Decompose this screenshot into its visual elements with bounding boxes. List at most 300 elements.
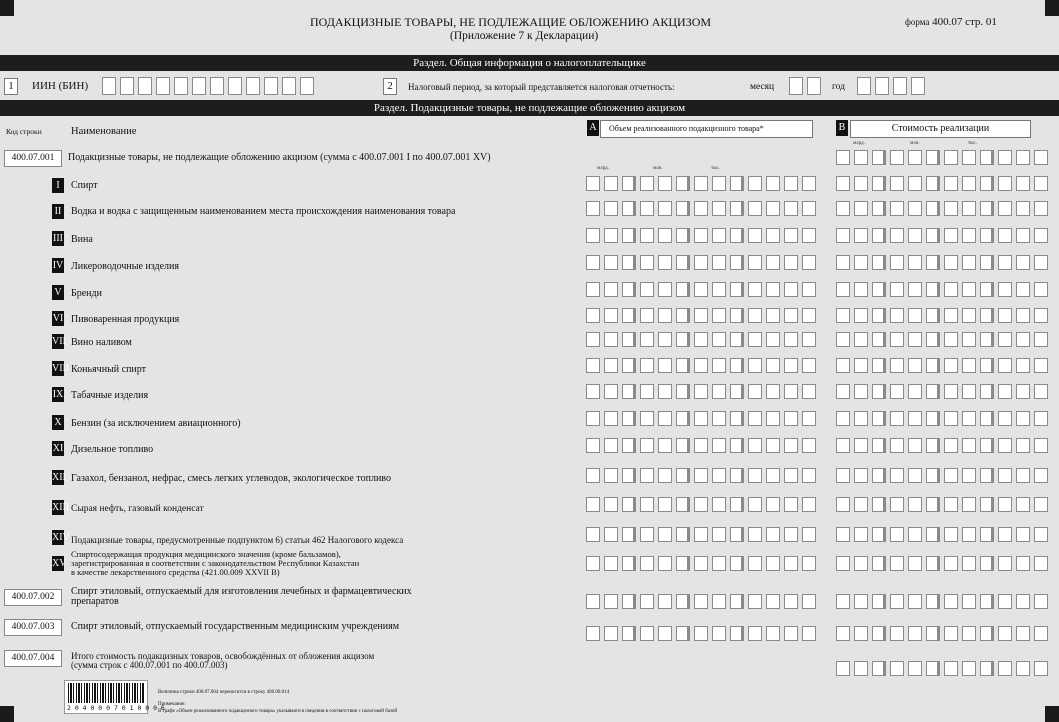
digit-cell[interactable]: [766, 594, 780, 609]
digit-cell[interactable]: [658, 384, 672, 399]
digit-cell[interactable]: [944, 308, 958, 323]
digit-cell[interactable]: [658, 468, 672, 483]
digit-cell[interactable]: [730, 201, 744, 216]
digit-cell[interactable]: [836, 255, 850, 270]
digit-cell[interactable]: [1016, 255, 1030, 270]
digit-cell[interactable]: [836, 626, 850, 641]
digit-cell[interactable]: [926, 308, 940, 323]
column-a-input-row-8[interactable]: [586, 358, 820, 373]
digit-cell[interactable]: [622, 255, 636, 270]
digit-cell[interactable]: [712, 497, 726, 512]
column-a-input-row-5[interactable]: [586, 282, 820, 297]
digit-cell[interactable]: [944, 201, 958, 216]
digit-cell[interactable]: [872, 308, 886, 323]
digit-cell[interactable]: [1016, 228, 1030, 243]
digit-cell[interactable]: [926, 626, 940, 641]
digit-cell[interactable]: [622, 497, 636, 512]
digit-cell[interactable]: [962, 384, 976, 399]
digit-cell[interactable]: [586, 201, 600, 216]
digit-cell[interactable]: [890, 527, 904, 542]
digit-cell[interactable]: [908, 150, 922, 165]
digit-cell[interactable]: [998, 527, 1012, 542]
digit-cell[interactable]: [854, 527, 868, 542]
digit-cell[interactable]: [854, 150, 868, 165]
digit-cell[interactable]: [926, 150, 940, 165]
digit-cell[interactable]: [944, 282, 958, 297]
digit-cell[interactable]: [586, 626, 600, 641]
digit-cell[interactable]: [944, 626, 958, 641]
digit-cell[interactable]: [926, 594, 940, 609]
digit-cell[interactable]: [998, 358, 1012, 373]
digit-cell[interactable]: [658, 438, 672, 453]
digit-cell[interactable]: [962, 411, 976, 426]
digit-cell[interactable]: [640, 497, 654, 512]
digit-cell[interactable]: [872, 661, 886, 676]
digit-cell[interactable]: [1034, 308, 1048, 323]
digit-cell[interactable]: [890, 308, 904, 323]
digit-cell[interactable]: [658, 201, 672, 216]
digit-cell[interactable]: [926, 438, 940, 453]
digit-cell[interactable]: [730, 527, 744, 542]
digit-cell[interactable]: [890, 255, 904, 270]
digit-cell[interactable]: [854, 411, 868, 426]
digit-cell[interactable]: [640, 228, 654, 243]
digit-cell[interactable]: [586, 358, 600, 373]
digit-cell[interactable]: [730, 556, 744, 571]
digit-cell[interactable]: [998, 308, 1012, 323]
digit-cell[interactable]: [1034, 150, 1048, 165]
digit-cell[interactable]: [980, 255, 994, 270]
digit-cell[interactable]: [604, 468, 618, 483]
digit-cell[interactable]: [676, 255, 690, 270]
digit-cell[interactable]: [962, 661, 976, 676]
digit-cell[interactable]: [658, 626, 672, 641]
digit-cell[interactable]: [998, 332, 1012, 347]
digit-cell[interactable]: [604, 358, 618, 373]
digit-cell[interactable]: [926, 176, 940, 191]
digit-cell[interactable]: [622, 556, 636, 571]
digit-cell[interactable]: [908, 594, 922, 609]
digit-cell[interactable]: [926, 556, 940, 571]
digit-cell[interactable]: [712, 556, 726, 571]
digit-cell[interactable]: [694, 594, 708, 609]
digit-cell[interactable]: [890, 468, 904, 483]
column-b-input-row-2[interactable]: [836, 201, 1052, 216]
digit-cell[interactable]: [908, 497, 922, 512]
digit-cell[interactable]: [1034, 201, 1048, 216]
digit-cell[interactable]: [1016, 308, 1030, 323]
digit-cell[interactable]: [980, 497, 994, 512]
digit-cell[interactable]: [854, 661, 868, 676]
digit-cell[interactable]: [998, 411, 1012, 426]
digit-cell[interactable]: [890, 201, 904, 216]
digit-cell[interactable]: [962, 176, 976, 191]
digit-cell[interactable]: [854, 332, 868, 347]
digit-cell[interactable]: [658, 556, 672, 571]
digit-cell[interactable]: [1016, 411, 1030, 426]
column-b-input-row-6[interactable]: [836, 308, 1052, 323]
digit-cell[interactable]: [872, 497, 886, 512]
digit-cell[interactable]: [766, 411, 780, 426]
digit-cell[interactable]: [658, 255, 672, 270]
digit-cell[interactable]: [784, 411, 798, 426]
digit-cell[interactable]: [766, 332, 780, 347]
digit-cell[interactable]: [944, 358, 958, 373]
digit-cell[interactable]: [622, 282, 636, 297]
digit-cell[interactable]: [730, 228, 744, 243]
digit-cell[interactable]: [836, 556, 850, 571]
digit-cell[interactable]: [622, 332, 636, 347]
digit-cell[interactable]: [998, 626, 1012, 641]
digit-cell[interactable]: [890, 228, 904, 243]
digit-cell[interactable]: [640, 527, 654, 542]
column-a-input-row-12[interactable]: [586, 468, 820, 483]
digit-cell[interactable]: [908, 527, 922, 542]
column-b-input-row-5[interactable]: [836, 282, 1052, 297]
digit-cell[interactable]: [908, 308, 922, 323]
digit-cell[interactable]: [926, 497, 940, 512]
digit-cell[interactable]: [784, 556, 798, 571]
digit-cell[interactable]: [766, 438, 780, 453]
digit-cell[interactable]: [854, 308, 868, 323]
digit-cell[interactable]: [748, 626, 762, 641]
digit-cell[interactable]: [730, 255, 744, 270]
digit-cell[interactable]: [908, 176, 922, 191]
digit-cell[interactable]: [980, 201, 994, 216]
digit-cell[interactable]: [784, 438, 798, 453]
digit-cell[interactable]: [854, 468, 868, 483]
column-a-input-row-6[interactable]: [586, 308, 820, 323]
digit-cell[interactable]: [622, 527, 636, 542]
digit-cell[interactable]: [1016, 438, 1030, 453]
digit-cell[interactable]: [1016, 358, 1030, 373]
digit-cell[interactable]: [836, 358, 850, 373]
digit-cell[interactable]: [748, 527, 762, 542]
digit-cell[interactable]: [872, 468, 886, 483]
digit-cell[interactable]: [908, 332, 922, 347]
digit-cell[interactable]: [872, 228, 886, 243]
digit-cell[interactable]: [604, 594, 618, 609]
digit-cell[interactable]: [730, 384, 744, 399]
digit-cell[interactable]: [766, 497, 780, 512]
digit-cell[interactable]: [890, 594, 904, 609]
digit-cell[interactable]: [766, 468, 780, 483]
column-a-input-row-13[interactable]: [586, 497, 820, 512]
digit-cell[interactable]: [694, 255, 708, 270]
digit-cell[interactable]: [766, 527, 780, 542]
digit-cell[interactable]: [622, 438, 636, 453]
column-b-input-row-10[interactable]: [836, 411, 1052, 426]
digit-cell[interactable]: [712, 438, 726, 453]
digit-cell[interactable]: [694, 497, 708, 512]
digit-cell[interactable]: [604, 308, 618, 323]
digit-cell[interactable]: [944, 594, 958, 609]
digit-cell[interactable]: [676, 438, 690, 453]
digit-cell[interactable]: [836, 332, 850, 347]
digit-cell[interactable]: [926, 527, 940, 542]
digit-cell[interactable]: [712, 468, 726, 483]
digit-cell[interactable]: [980, 626, 994, 641]
digit-cell[interactable]: [962, 308, 976, 323]
digit-cell[interactable]: [748, 411, 762, 426]
digit-cell[interactable]: [854, 594, 868, 609]
digit-cell[interactable]: [694, 527, 708, 542]
digit-cell[interactable]: [962, 228, 976, 243]
digit-cell[interactable]: [854, 497, 868, 512]
digit-cell[interactable]: [944, 438, 958, 453]
digit-cell[interactable]: [622, 308, 636, 323]
digit-cell[interactable]: [998, 282, 1012, 297]
digit-cell[interactable]: [1016, 594, 1030, 609]
digit-cell[interactable]: [1034, 332, 1048, 347]
digit-cell[interactable]: [730, 438, 744, 453]
digit-cell[interactable]: [640, 626, 654, 641]
digit-cell[interactable]: [586, 497, 600, 512]
digit-cell[interactable]: [890, 497, 904, 512]
digit-cell[interactable]: [586, 527, 600, 542]
digit-cell[interactable]: [1034, 384, 1048, 399]
column-a-input-row-14[interactable]: [586, 527, 820, 542]
digit-cell[interactable]: [836, 527, 850, 542]
column-a-input-row-16[interactable]: [586, 594, 820, 609]
column-b-input-400-07-001[interactable]: [836, 150, 1052, 165]
digit-cell[interactable]: [766, 176, 780, 191]
digit-cell[interactable]: [766, 308, 780, 323]
digit-cell[interactable]: [676, 468, 690, 483]
digit-cell[interactable]: [748, 176, 762, 191]
column-b-input-row-14[interactable]: [836, 527, 1052, 542]
digit-cell[interactable]: [998, 594, 1012, 609]
column-a-input-row-1[interactable]: [586, 176, 820, 191]
digit-cell[interactable]: [586, 468, 600, 483]
digit-cell[interactable]: [854, 358, 868, 373]
digit-cell[interactable]: [908, 384, 922, 399]
column-a-input-row-3[interactable]: [586, 228, 820, 243]
digit-cell[interactable]: [676, 497, 690, 512]
digit-cell[interactable]: [980, 282, 994, 297]
digit-cell[interactable]: [890, 282, 904, 297]
digit-cell[interactable]: [604, 411, 618, 426]
digit-cell[interactable]: [926, 468, 940, 483]
digit-cell[interactable]: [604, 556, 618, 571]
digit-cell[interactable]: [712, 308, 726, 323]
digit-cell[interactable]: [802, 358, 816, 373]
digit-cell[interactable]: [694, 282, 708, 297]
digit-cell[interactable]: [712, 626, 726, 641]
digit-cell[interactable]: [586, 308, 600, 323]
digit-cell[interactable]: [676, 411, 690, 426]
digit-cell[interactable]: [962, 201, 976, 216]
digit-cell[interactable]: [998, 556, 1012, 571]
digit-cell[interactable]: [944, 255, 958, 270]
digit-cell[interactable]: [802, 255, 816, 270]
digit-cell[interactable]: [640, 308, 654, 323]
column-b-input-row-8[interactable]: [836, 358, 1052, 373]
digit-cell[interactable]: [658, 308, 672, 323]
digit-cell[interactable]: [712, 594, 726, 609]
digit-cell[interactable]: [836, 661, 850, 676]
digit-cell[interactable]: [604, 282, 618, 297]
digit-cell[interactable]: [676, 228, 690, 243]
digit-cell[interactable]: [926, 358, 940, 373]
digit-cell[interactable]: [784, 384, 798, 399]
column-b-input-row-7[interactable]: [836, 332, 1052, 347]
digit-cell[interactable]: [622, 594, 636, 609]
digit-cell[interactable]: [640, 468, 654, 483]
digit-cell[interactable]: [712, 201, 726, 216]
digit-cell[interactable]: [784, 255, 798, 270]
digit-cell[interactable]: [1034, 661, 1048, 676]
column-b-input-row-17[interactable]: [836, 626, 1052, 641]
digit-cell[interactable]: [980, 411, 994, 426]
digit-cell[interactable]: [890, 411, 904, 426]
digit-cell[interactable]: [604, 201, 618, 216]
digit-cell[interactable]: [836, 176, 850, 191]
digit-cell[interactable]: [854, 626, 868, 641]
digit-cell[interactable]: [622, 384, 636, 399]
digit-cell[interactable]: [1034, 556, 1048, 571]
digit-cell[interactable]: [944, 527, 958, 542]
digit-cell[interactable]: [854, 384, 868, 399]
digit-cell[interactable]: [604, 332, 618, 347]
digit-cell[interactable]: [962, 594, 976, 609]
digit-cell[interactable]: [730, 497, 744, 512]
digit-cell[interactable]: [784, 527, 798, 542]
digit-cell[interactable]: [622, 411, 636, 426]
digit-cell[interactable]: [784, 308, 798, 323]
digit-cell[interactable]: [658, 411, 672, 426]
digit-cell[interactable]: [766, 626, 780, 641]
digit-cell[interactable]: [676, 384, 690, 399]
digit-cell[interactable]: [1016, 661, 1030, 676]
digit-cell[interactable]: [872, 626, 886, 641]
digit-cell[interactable]: [604, 497, 618, 512]
digit-cell[interactable]: [712, 358, 726, 373]
month-input[interactable]: [789, 77, 825, 95]
digit-cell[interactable]: [604, 527, 618, 542]
digit-cell[interactable]: [1034, 497, 1048, 512]
digit-cell[interactable]: [802, 384, 816, 399]
digit-cell[interactable]: [766, 201, 780, 216]
digit-cell[interactable]: [766, 556, 780, 571]
digit-cell[interactable]: [784, 594, 798, 609]
digit-cell[interactable]: [622, 468, 636, 483]
digit-cell[interactable]: [962, 438, 976, 453]
digit-cell[interactable]: [1016, 176, 1030, 191]
digit-cell[interactable]: [836, 438, 850, 453]
digit-cell[interactable]: [694, 384, 708, 399]
digit-cell[interactable]: [748, 282, 762, 297]
digit-cell[interactable]: [640, 594, 654, 609]
digit-cell[interactable]: [802, 497, 816, 512]
digit-cell[interactable]: [676, 282, 690, 297]
digit-cell[interactable]: [802, 176, 816, 191]
digit-cell[interactable]: [926, 282, 940, 297]
digit-cell[interactable]: [962, 255, 976, 270]
digit-cell[interactable]: [1016, 150, 1030, 165]
digit-cell[interactable]: [908, 468, 922, 483]
digit-cell[interactable]: [694, 468, 708, 483]
column-b-input-row-13[interactable]: [836, 497, 1052, 512]
digit-cell[interactable]: [908, 411, 922, 426]
digit-cell[interactable]: [872, 411, 886, 426]
digit-cell[interactable]: [694, 438, 708, 453]
digit-cell[interactable]: [730, 176, 744, 191]
digit-cell[interactable]: [784, 228, 798, 243]
column-b-input-row-12[interactable]: [836, 468, 1052, 483]
digit-cell[interactable]: [802, 438, 816, 453]
digit-cell[interactable]: [1034, 468, 1048, 483]
digit-cell[interactable]: [784, 332, 798, 347]
digit-cell[interactable]: [962, 332, 976, 347]
digit-cell[interactable]: [640, 411, 654, 426]
digit-cell[interactable]: [980, 308, 994, 323]
digit-cell[interactable]: [998, 176, 1012, 191]
iin-bin-input[interactable]: [102, 77, 318, 95]
digit-cell[interactable]: [712, 384, 726, 399]
digit-cell[interactable]: [658, 358, 672, 373]
digit-cell[interactable]: [890, 384, 904, 399]
column-b-input-row-1[interactable]: [836, 176, 1052, 191]
digit-cell[interactable]: [694, 556, 708, 571]
digit-cell[interactable]: [694, 332, 708, 347]
digit-cell[interactable]: [836, 594, 850, 609]
digit-cell[interactable]: [676, 626, 690, 641]
digit-cell[interactable]: [676, 556, 690, 571]
digit-cell[interactable]: [998, 255, 1012, 270]
digit-cell[interactable]: [998, 468, 1012, 483]
digit-cell[interactable]: [640, 282, 654, 297]
digit-cell[interactable]: [1016, 201, 1030, 216]
digit-cell[interactable]: [890, 176, 904, 191]
digit-cell[interactable]: [640, 384, 654, 399]
column-a-input-row-2[interactable]: [586, 201, 820, 216]
digit-cell[interactable]: [1034, 255, 1048, 270]
column-a-input-row-7[interactable]: [586, 332, 820, 347]
digit-cell[interactable]: [980, 358, 994, 373]
digit-cell[interactable]: [730, 282, 744, 297]
column-b-input-row-4[interactable]: [836, 255, 1052, 270]
digit-cell[interactable]: [730, 358, 744, 373]
digit-cell[interactable]: [872, 332, 886, 347]
digit-cell[interactable]: [604, 228, 618, 243]
digit-cell[interactable]: [908, 201, 922, 216]
digit-cell[interactable]: [658, 497, 672, 512]
digit-cell[interactable]: [980, 228, 994, 243]
digit-cell[interactable]: [962, 358, 976, 373]
digit-cell[interactable]: [676, 201, 690, 216]
digit-cell[interactable]: [586, 176, 600, 191]
year-input[interactable]: [857, 77, 929, 95]
digit-cell[interactable]: [872, 358, 886, 373]
digit-cell[interactable]: [944, 228, 958, 243]
digit-cell[interactable]: [784, 282, 798, 297]
digit-cell[interactable]: [1016, 527, 1030, 542]
digit-cell[interactable]: [908, 282, 922, 297]
digit-cell[interactable]: [784, 201, 798, 216]
digit-cell[interactable]: [694, 308, 708, 323]
digit-cell[interactable]: [962, 497, 976, 512]
digit-cell[interactable]: [586, 332, 600, 347]
digit-cell[interactable]: [640, 255, 654, 270]
digit-cell[interactable]: [640, 176, 654, 191]
digit-cell[interactable]: [890, 358, 904, 373]
column-b-input-row-16[interactable]: [836, 594, 1052, 609]
digit-cell[interactable]: [622, 358, 636, 373]
digit-cell[interactable]: [586, 556, 600, 571]
digit-cell[interactable]: [872, 384, 886, 399]
digit-cell[interactable]: [926, 228, 940, 243]
